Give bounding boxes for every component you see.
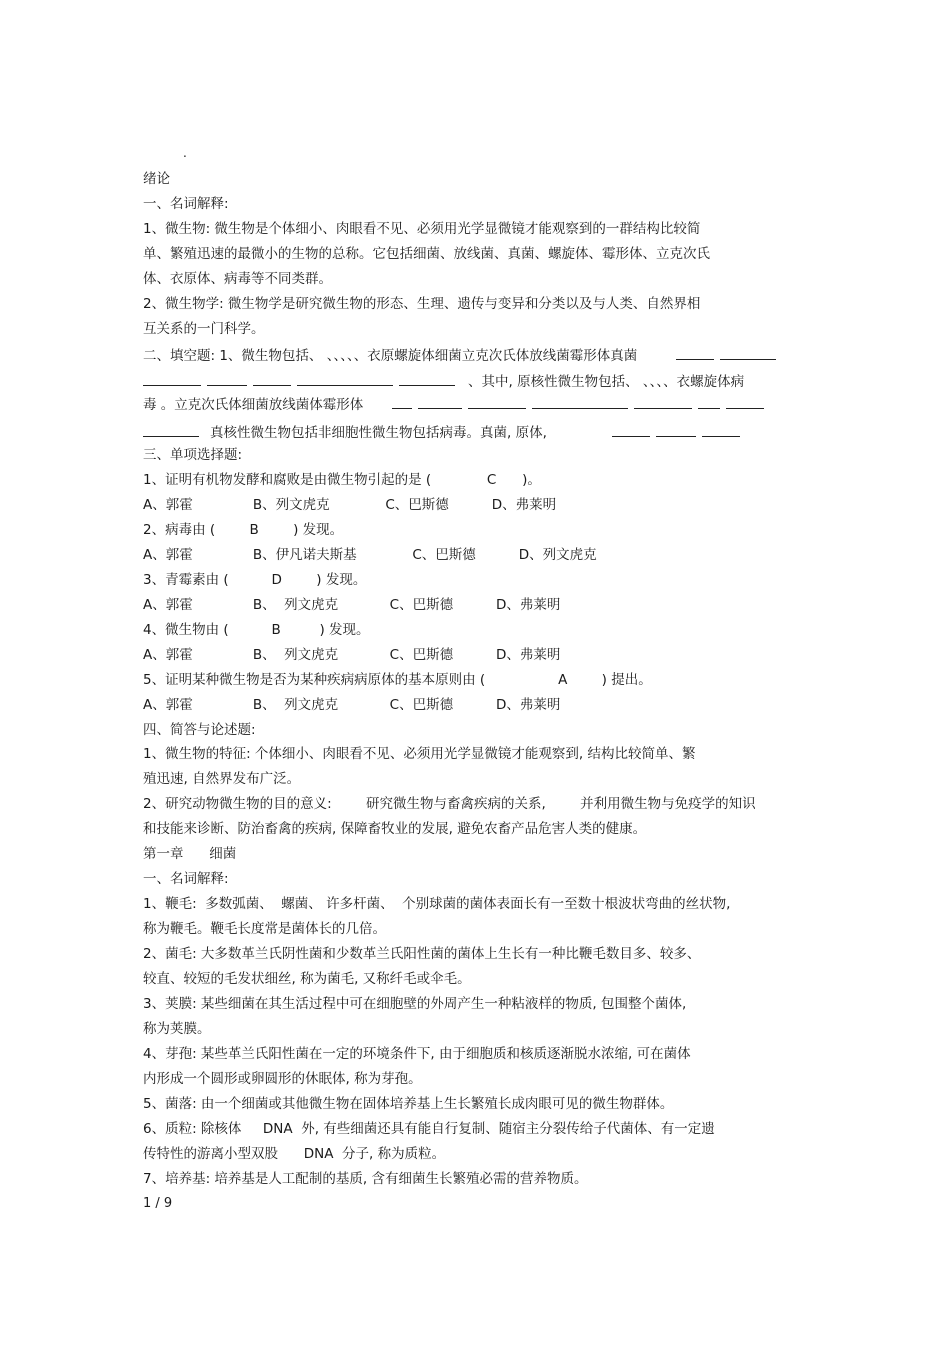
page-number: 1 / 9 <box>143 1196 173 1211</box>
question-line: 4、微生物由 ( B ) 发现。 <box>143 622 370 638</box>
text-line: 4、芽孢: 某些革兰氏阳性菌在一定的环境条件下, 由于细胞质和核质逐渐脱水浓缩, 可在菌体 <box>143 1046 691 1062</box>
heading-terms: 一、名词解释: <box>143 196 229 212</box>
options-line: A、郭霍 B、 列文虎克 C、巴斯德 D、弗莱明 <box>143 647 561 663</box>
options-line: A、郭霍 B、 列文虎克 C、巴斯德 D、弗莱明 <box>143 597 561 613</box>
question-line: 5、证明某种微生物是否为某种疾病病原体的基本原则由 ( A ) 提出。 <box>143 672 652 688</box>
fill-blank-line-1: 二、填空题: 1、微生物包括、 、、、、、衣原螺旋体细菌立克次氏体放线菌霉形体真菌 <box>143 346 779 365</box>
fill-blank-line-4: 真核性微生物包括非细胞性微生物包括病毒。真菌, 原体, <box>143 423 743 442</box>
fill-blank-line-3: 毒 。立克次氏体细菌放线菌体霉形体 <box>143 395 767 414</box>
header-dot: . <box>183 146 187 160</box>
text-line: 2、研究动物微生物的目的意义: 研究微生物与畜禽疾病的关系, 并利用微生物与免疫学的知识 <box>143 796 756 812</box>
text-line: 互关系的一门科学。 <box>143 321 265 337</box>
text-line: 和技能来诊断、防治畜禽的疾病, 保障畜牧业的发展, 避免农畜产品危害人类的健康。 <box>143 821 647 837</box>
options-line: A、郭霍 B、列文虎克 C、巴斯德 D、弗莱明 <box>143 497 557 513</box>
text-line: 5、菌落: 由一个细菌或其他微生物在固体培养基上生长繁殖长成肉眼可见的微生物群体。 <box>143 1096 674 1112</box>
text-line: 1、鞭毛: 多数弧菌、 螺菌、 许多杆菌、 个别球菌的菌体表面长有一至数十根波状弯曲的丝状物, <box>143 896 731 912</box>
question-line: 3、青霉素由 ( D ) 发现。 <box>143 572 367 588</box>
section-title-intro: 绪论 <box>143 171 170 187</box>
text-line: 殖迅速, 自然界发布广泛。 <box>143 771 301 787</box>
question-line: 1、证明有机物发酵和腐败是由微生物引起的是 ( C )。 <box>143 472 541 488</box>
text-line: 称为鞭毛。鞭毛长度常是菌体长的几倍。 <box>143 921 386 937</box>
options-line: A、郭霍 B、 列文虎克 C、巴斯德 D、弗莱明 <box>143 697 561 713</box>
text-line: 1、微生物的特征: 个体细小、肉眼看不见、必须用光学显微镜才能观察到, 结构比较简单、繁 <box>143 746 696 762</box>
text-line: 3、荚膜: 某些细菌在其生活过程中可在细胞壁的外周产生一种粘液样的物质, 包围整个菌体, <box>143 996 687 1012</box>
chapter-title: 第一章 细菌 <box>143 846 237 862</box>
fill-blank-line-2: 、其中, 原核性微生物包括、 、、、、衣螺旋体病 <box>143 372 744 391</box>
question-line: 2、病毒由 ( B ) 发现。 <box>143 522 344 538</box>
text-line: 1、微生物: 微生物是个体细小、肉眼看不见、必须用光学显微镜才能观察到的一群结构比较简 <box>143 221 701 237</box>
heading-choice: 三、单项选择题: <box>143 447 243 463</box>
text-line: 内形成一个圆形或卵圆形的休眠体, 称为芽孢。 <box>143 1071 422 1087</box>
text-line: 较直、较短的毛发状细丝, 称为菌毛, 又称纤毛或伞毛。 <box>143 971 471 987</box>
heading-terms: 一、名词解释: <box>143 871 229 887</box>
text-line: 称为荚膜。 <box>143 1021 211 1037</box>
text-line: 7、培养基: 培养基是人工配制的基质, 含有细菌生长繁殖必需的营养物质。 <box>143 1171 588 1187</box>
text-line: 传特性的游离小型双股 DNA 分子, 称为质粒。 <box>143 1146 446 1162</box>
heading-essay: 四、简答与论述题: <box>143 722 256 738</box>
text-line: 体、衣原体、病毒等不同类群。 <box>143 271 332 287</box>
options-line: A、郭霍 B、伊凡诺夫斯基 C、巴斯德 D、列文虎克 <box>143 547 597 563</box>
text-line: 2、菌毛: 大多数革兰氏阴性菌和少数革兰氏阳性菌的菌体上生长有一种比鞭毛数目多、较多、 <box>143 946 701 962</box>
text-line: 单、繁殖迅速的最微小的生物的总称。它包括细菌、放线菌、真菌、螺旋体、霉形体、立克次氏 <box>143 246 710 262</box>
text-line: 6、质粒: 除核体 DNA 外, 有些细菌还具有能自行复制、随宿主分裂传给子代菌体、有一定遗 <box>143 1121 715 1137</box>
text-line: 2、微生物学: 微生物学是研究微生物的形态、生理、遗传与变异和分类以及与人类、自然界相 <box>143 296 701 312</box>
